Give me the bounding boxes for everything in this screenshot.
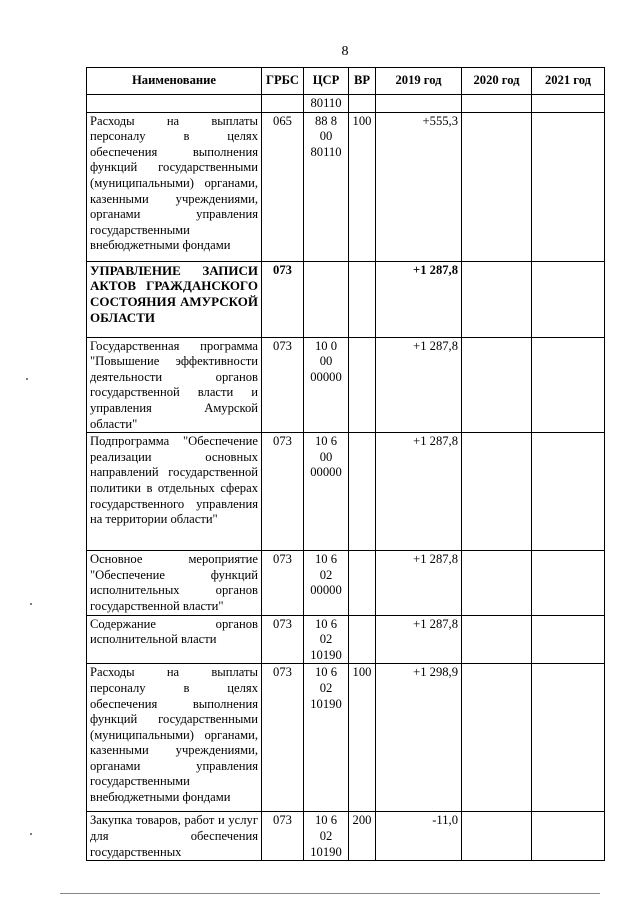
row-name-cell: Государственная программа "Повышение эффективности деятельности органов государственной власти и управления Амурской области" xyxy=(87,337,262,433)
row-name-cell: Основное мероприятие "Обеспечение функций исполнительных органов государственной власти" xyxy=(87,551,262,615)
table-row xyxy=(87,433,605,551)
page-bottom-line xyxy=(60,893,600,894)
table-row xyxy=(87,664,605,812)
table-row xyxy=(87,615,605,664)
row-vr-cell xyxy=(349,551,376,615)
csr-code-part: 02 xyxy=(319,567,333,582)
row-csr-cell xyxy=(304,812,349,861)
csr-code-part: 10 6 xyxy=(314,552,338,567)
table-row xyxy=(87,337,605,433)
row-2021-cell xyxy=(532,95,605,113)
row-2020-cell xyxy=(462,812,532,861)
row-2020-cell xyxy=(462,615,532,664)
row-grbs-cell: 073 xyxy=(262,812,304,861)
row-2020-cell xyxy=(462,337,532,433)
margin-mark xyxy=(30,603,32,605)
csr-code-part: 10 0 xyxy=(314,338,338,353)
header-name: Наименование xyxy=(87,68,262,95)
header-2021: 2021 год xyxy=(532,68,605,95)
csr-code-part: 80110 xyxy=(310,96,342,110)
row-2020-cell xyxy=(462,551,532,615)
row-2021-cell xyxy=(532,337,605,433)
row-2021-cell xyxy=(532,112,605,261)
row-vr-cell xyxy=(349,95,376,113)
table-row xyxy=(87,812,605,861)
row-vr-cell xyxy=(349,337,376,433)
row-2019-cell: +1 287,8 xyxy=(376,551,462,615)
row-2019-cell: +1 287,8 xyxy=(376,337,462,433)
header-vr: ВР xyxy=(349,68,376,95)
row-name-cell: УПРАВЛЕНИЕ ЗАПИСИ АКТОВ ГРАЖДАНСКОГО СОСТОЯНИЯ АМУРСКОЙ ОБЛАСТИ xyxy=(87,261,262,337)
row-vr-cell: 100 xyxy=(349,112,376,261)
csr-code-part: 00 xyxy=(319,354,333,369)
row-name-cell: Расходы на выплаты персоналу в целях обеспечения выполнения функций государственными (муниципальными) органами, казенными учреждениями, органами управления государственными внебюджетными фондами xyxy=(87,112,262,261)
row-grbs-cell: 073 xyxy=(262,337,304,433)
csr-code-part: 80110 xyxy=(310,144,342,159)
table-body xyxy=(87,95,605,861)
csr-code-part: 02 xyxy=(319,632,333,647)
row-grbs-cell: 073 xyxy=(262,261,304,337)
table-row xyxy=(87,551,605,615)
csr-code-part: 00000 xyxy=(310,465,342,480)
header-csr: ЦСР xyxy=(304,68,349,95)
row-grbs-cell xyxy=(262,95,304,113)
header-2020: 2020 год xyxy=(462,68,532,95)
header-grbs: ГРБС xyxy=(262,68,304,95)
row-name-cell: Закупка товаров, работ и услуг для обеспечения государственных xyxy=(87,812,262,861)
row-name-cell: Подпрограмма "Обеспечение реализации основных направлений государственной политики в отдельных сферах государственного управления на территории области" xyxy=(87,433,262,551)
csr-code-part: 10 6 xyxy=(314,616,338,631)
csr-code-part: 02 xyxy=(319,828,333,843)
row-2020-cell xyxy=(462,433,532,551)
row-2021-cell xyxy=(532,433,605,551)
table-header-row xyxy=(87,68,605,95)
row-name-cell xyxy=(87,95,262,113)
row-name-cell: Содержание органов исполнительной власти xyxy=(87,615,262,664)
csr-code-part: 00000 xyxy=(310,369,342,384)
header-2019: 2019 год xyxy=(376,68,462,95)
row-2020-cell xyxy=(462,112,532,261)
row-vr-cell xyxy=(349,615,376,664)
row-2019-cell: +1 287,8 xyxy=(376,261,462,337)
row-csr-cell xyxy=(304,95,349,113)
csr-code-part: 10190 xyxy=(310,696,342,711)
table-row xyxy=(87,112,605,261)
row-2020-cell xyxy=(462,95,532,113)
row-csr-cell xyxy=(304,261,349,337)
row-vr-cell xyxy=(349,433,376,551)
row-csr-cell xyxy=(304,551,349,615)
budget-table xyxy=(86,67,605,861)
row-grbs-cell: 073 xyxy=(262,615,304,664)
row-2019-cell: +1 287,8 xyxy=(376,433,462,551)
row-grbs-cell: 073 xyxy=(262,664,304,812)
row-2019-cell xyxy=(376,95,462,113)
row-csr-cell xyxy=(304,112,349,261)
row-2021-cell xyxy=(532,812,605,861)
row-csr-cell xyxy=(304,337,349,433)
row-csr-cell xyxy=(304,433,349,551)
csr-code-part: 10190 xyxy=(310,647,342,662)
csr-code-part: 10 6 xyxy=(314,665,338,680)
row-2019-cell: +1 287,8 xyxy=(376,615,462,664)
row-grbs-cell: 073 xyxy=(262,551,304,615)
row-2021-cell xyxy=(532,551,605,615)
row-2021-cell xyxy=(532,615,605,664)
row-2020-cell xyxy=(462,664,532,812)
row-2020-cell xyxy=(462,261,532,337)
row-grbs-cell: 073 xyxy=(262,433,304,551)
row-vr-cell: 200 xyxy=(349,812,376,861)
row-grbs-cell: 065 xyxy=(262,112,304,261)
margin-mark xyxy=(30,833,32,835)
csr-code-part: 00 xyxy=(319,449,333,464)
table-row xyxy=(87,95,605,113)
csr-code-part: 00 xyxy=(319,129,333,144)
row-2019-cell: -11,0 xyxy=(376,812,462,861)
row-2021-cell xyxy=(532,261,605,337)
csr-code-part: 00000 xyxy=(310,583,342,598)
row-name-cell: Расходы на выплаты персоналу в целях обеспечения выполнения функций государственными (муниципальными) органами, казенными учреждениями, органами управления государственными внебюджетными фондами xyxy=(87,664,262,812)
row-vr-cell: 100 xyxy=(349,664,376,812)
margin-mark xyxy=(26,378,28,380)
csr-code-part: 02 xyxy=(319,680,333,695)
row-2019-cell: +1 298,9 xyxy=(376,664,462,812)
csr-code-part: 10190 xyxy=(310,844,342,859)
row-csr-cell xyxy=(304,615,349,664)
table-row xyxy=(87,261,605,337)
csr-code-part: 88 8 xyxy=(314,113,338,128)
csr-code-part: 10 6 xyxy=(314,813,338,828)
row-csr-cell xyxy=(304,664,349,812)
row-2019-cell: +555,3 xyxy=(376,112,462,261)
csr-code-part: 10 6 xyxy=(314,434,338,449)
row-vr-cell xyxy=(349,261,376,337)
row-2021-cell xyxy=(532,664,605,812)
page-number: 8 xyxy=(341,44,349,59)
